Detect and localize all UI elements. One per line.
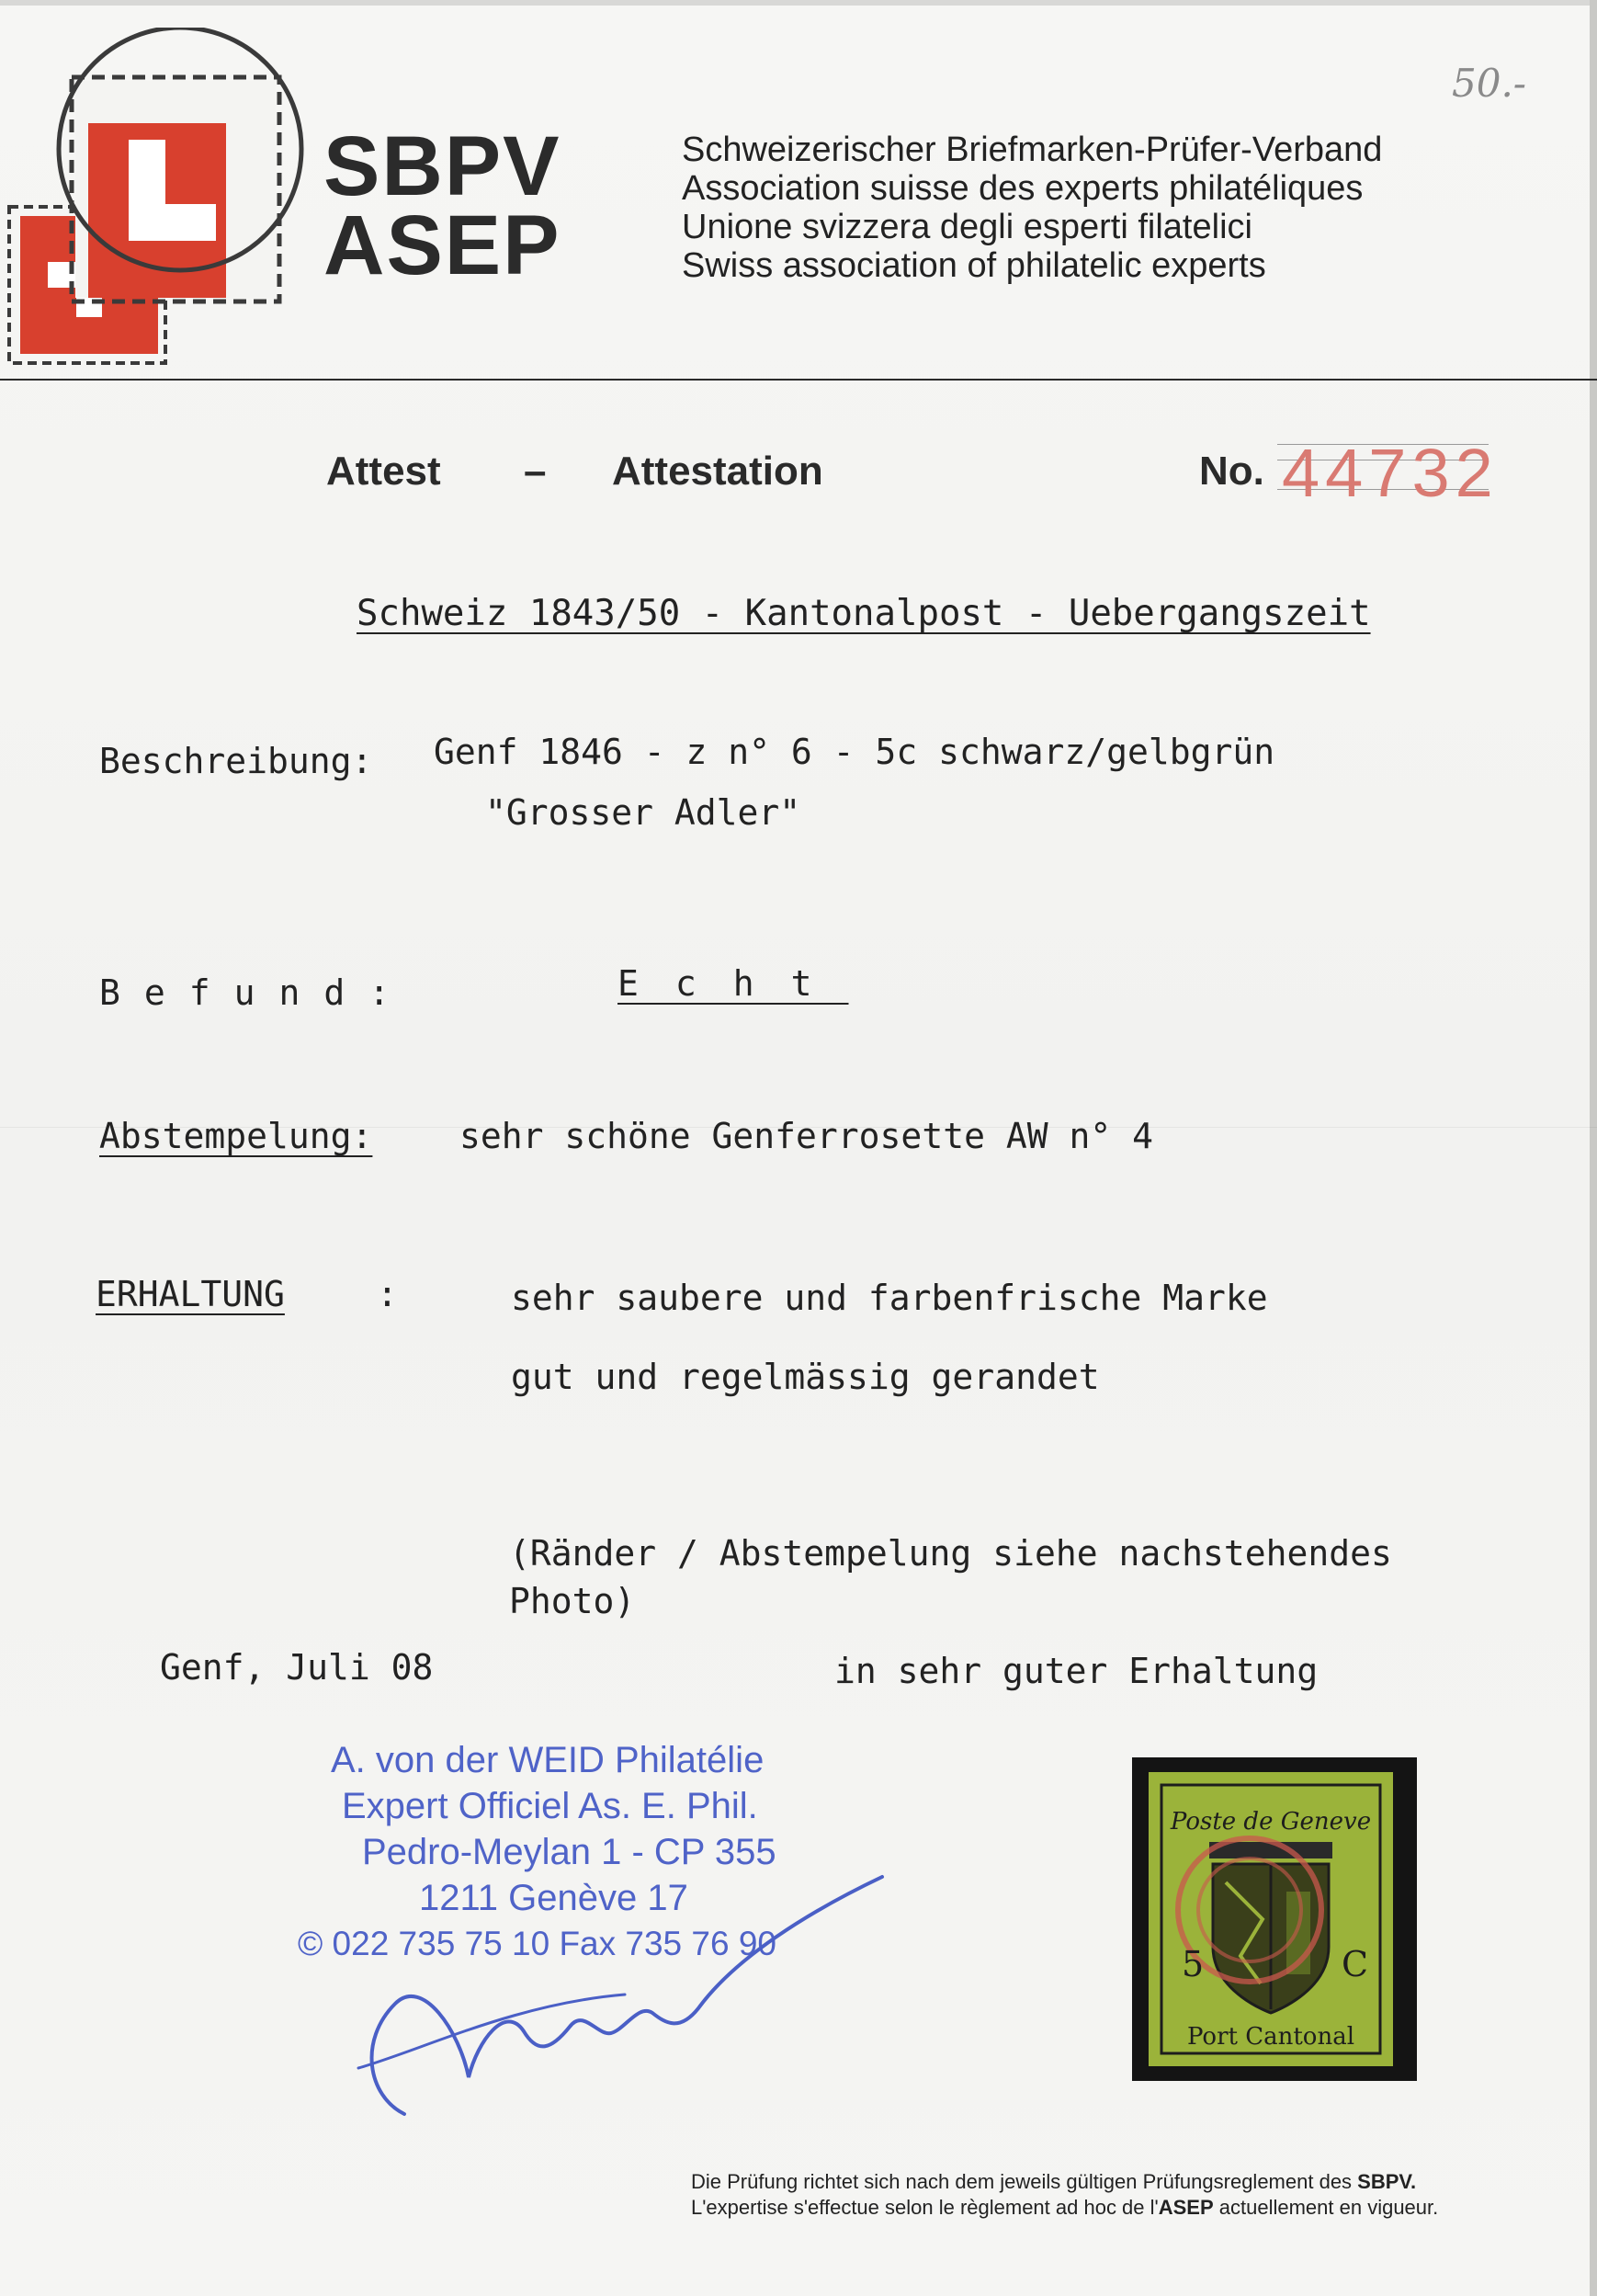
footer-fr-tail: actuellement en vigueur. [1213,2196,1439,2219]
footer-de-text: Die Prüfung richtet sich nach dem jeweils gültigen Prüfungsreglement des [691,2170,1358,2193]
beschreibung-line-1: Genf 1846 - z n° 6 - 5c schwarz/gelbgrün [434,732,1275,772]
stamp-line-2: Expert Officiel As. E. Phil. [342,1786,758,1826]
sheet-right-edge [1590,0,1597,2296]
abstempelung-label: Abstempelung: [99,1116,373,1156]
assoc-de: Schweizerischer Briefmarken-Prüfer-Verband [682,131,1383,169]
stamp-line-3: Pedro-Meylan 1 - CP 355 [362,1832,776,1872]
header-divider [0,379,1597,381]
erhaltung-label: ERHALTUNG [96,1274,285,1314]
photo-note-line-2: Photo) [509,1581,636,1621]
pencil-price-note: 50.- [1452,61,1526,106]
assoc-en: Swiss association of philatelic experts [682,246,1266,285]
befund-label: Befund: [99,972,414,1013]
footer-fr-bold: ASEP [1158,2196,1214,2219]
footer-de [691,2169,1438,2195]
footer-fr-text: L'expertise s'effectue selon le règlement ad hoc de l' [691,2196,1159,2219]
footer-regulation-note [691,2169,1438,2221]
place-date: Genf, Juli 08 [160,1647,434,1688]
erhaltung-line-1: sehr saubere und farbenfrische Marke [511,1278,1268,1318]
photo-note-line-1: (Ränder / Abstempelung siehe nachstehendes [509,1533,1392,1574]
assoc-fr: Association suisse des experts philatéliques [682,169,1364,208]
erhaltung-colon: : [377,1274,398,1314]
stamp-line-4: 1211 Genève 17 [419,1878,688,1918]
stamp-line-5: © 022 735 75 10 Fax 735 76 90 [298,1925,776,1962]
title-attestation: Attestation [612,449,823,494]
expert-signature-icon [331,1820,900,2132]
stamp-photo [1132,1757,1417,2081]
brand-wordmark [323,119,561,292]
title-dash: – [524,449,547,494]
erhaltung-line-2: gut und regelmässig gerandet [511,1357,1100,1397]
sbpv-logo-icon [0,28,331,377]
brand-line-1: SBPV [323,119,561,213]
stamp-line-1: A. von der WEID Philatélie [331,1740,765,1780]
sheet-top-edge [0,0,1597,6]
brand-line-2: ASEP [323,199,561,292]
assoc-it: Unione svizzera degli esperti filatelici [682,208,1252,246]
stamp-bottom-text: Port Cantonal [1186,2023,1355,2051]
certificate-number-label: No. [1199,449,1264,494]
geneva-stamp-image [1149,1772,1393,2066]
beschreibung-label: Beschreibung: [99,741,373,781]
befund-value: Echt [617,963,849,1004]
issue-heading: Schweiz 1843/50 - Kantonalpost - Uebergangszeit [357,593,1371,634]
stamp-left-value: 5 [1182,1944,1205,1984]
stamp-right-value: C [1342,1944,1369,1984]
certificate-number: 44732 [1282,435,1499,511]
condition-summary: in sehr guter Erhaltung [834,1651,1319,1691]
footer-de-bold: SBPV. [1357,2170,1417,2193]
footer-fr [691,2195,1438,2221]
beschreibung-line-2: "Grosser Adler" [485,792,801,833]
association-names [682,131,1382,285]
abstempelung-value: sehr schöne Genferrosette AW n° 4 [459,1116,1153,1156]
title-attest: Attest [326,449,441,494]
stamp-top-text: Poste de Geneve [1170,1808,1372,1836]
